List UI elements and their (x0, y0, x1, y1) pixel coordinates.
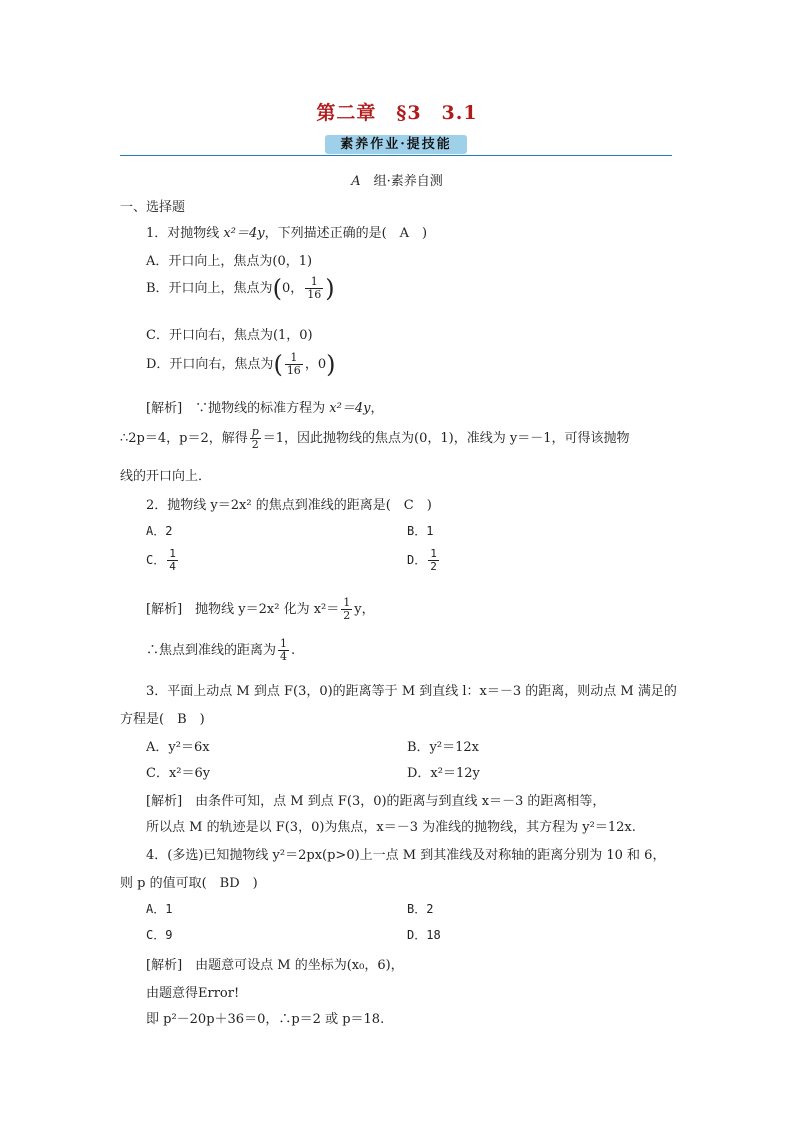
q4-solution-line-2: 由题意得Error! (146, 986, 240, 1001)
q2-option-a: A．2 (146, 524, 173, 538)
question-4-stem-line-2: 则 p 的值可取( BD ) (120, 876, 258, 891)
q3-solution-line-1: [解析] 由条件可知，点 M 到点 F(3，0)的距离与到直线 x＝－3 的距离相等， (146, 794, 606, 809)
header-divider (120, 155, 672, 156)
q2-option-c: C． $\frac{1}{4}$ (146, 547, 176, 573)
q3-option-a: A．y²＝6x (146, 740, 210, 755)
q4-option-b: B．2 (407, 902, 434, 916)
question-4-stem-line-1: 4．(多选)已知抛物线 y²＝2px(p>0)上一点 M 到其准线及对称轴的距离分别为 10 和 6， (146, 848, 666, 863)
q4-solution-line-1: [解析] 由题意可设点 M 的坐标为(x₀，6)， (146, 958, 404, 973)
q1-option-b: B．开口向上，焦点为(0， $\frac{1}{16}$ ) (146, 274, 335, 303)
question-1-stem: 1．对抛物线 x²＝4y，下列描述正确的是( A ) (146, 226, 428, 241)
question-3-stem-line-1: 3．平面上动点 M 到点 F(3，0)的距离等于 M 到直线 l：x＝－3 的距离，则动点 M 满足的 (146, 684, 677, 699)
section-heading: 一、选择题 (120, 200, 186, 215)
q1-solution-line-3: 线的开口向上． (120, 469, 212, 484)
q2-solution-line-1: [解析] 抛物线 y＝2x² 化为 x²＝ $\frac{1}{2}$ y， (146, 596, 375, 622)
q4-option-a: A．1 (146, 902, 173, 916)
question-3-stem-line-2: 方程是( B ) (120, 712, 205, 727)
group-heading: A 组·素养自测 (351, 174, 443, 189)
q2-solution-line-2: ∴焦点到准线的距离为 $\frac{1}{4}$ . (146, 637, 296, 663)
q4-option-c: C．9 (146, 928, 173, 942)
q3-solution-line-2: 所以点 M 的轨迹是以 F(3，0)为焦点，x＝－3 为准线的抛物线，其方程为 y²＝12x. (146, 820, 636, 835)
page-title: 第二章 §3 3.1 (316, 102, 478, 124)
q3-option-d: D．x²＝12y (407, 766, 480, 781)
q1-option-a: A．开口向上，焦点为(0，1) (146, 254, 313, 269)
q2-option-b: B．1 (407, 524, 434, 538)
q1-solution-line-2: ∴2p＝4，p＝2，解得 $\frac{p}{2}$ ＝1，因此抛物线的焦点为(0，1)，准线为 y＝－1，可得该抛物 (120, 425, 630, 451)
q3-option-c: C．x²＝6y (146, 766, 211, 781)
question-2-stem: 2．抛物线 y＝2x² 的焦点到准线的距离是( C ) (146, 498, 432, 513)
q1-option-c: C．开口向右，焦点为(1，0) (146, 328, 313, 343)
q4-solution-line-3: 即 p²－20p＋36＝0，∴p＝2 或 p＝18. (146, 1012, 385, 1027)
q1-solution-line-1: [解析] ∵抛物线的标准方程为 x²＝4y， (146, 401, 384, 416)
q2-option-d: D． $\frac{1}{2}$ (407, 547, 437, 573)
q4-option-d: D．18 (407, 928, 441, 942)
q1-option-d: D．开口向右，焦点为( $\frac{1}{16}$ ，0) (146, 350, 336, 379)
section-badge: 素养作业·提技能 (325, 135, 467, 154)
q3-option-b: B．y²＝12x (407, 740, 479, 755)
